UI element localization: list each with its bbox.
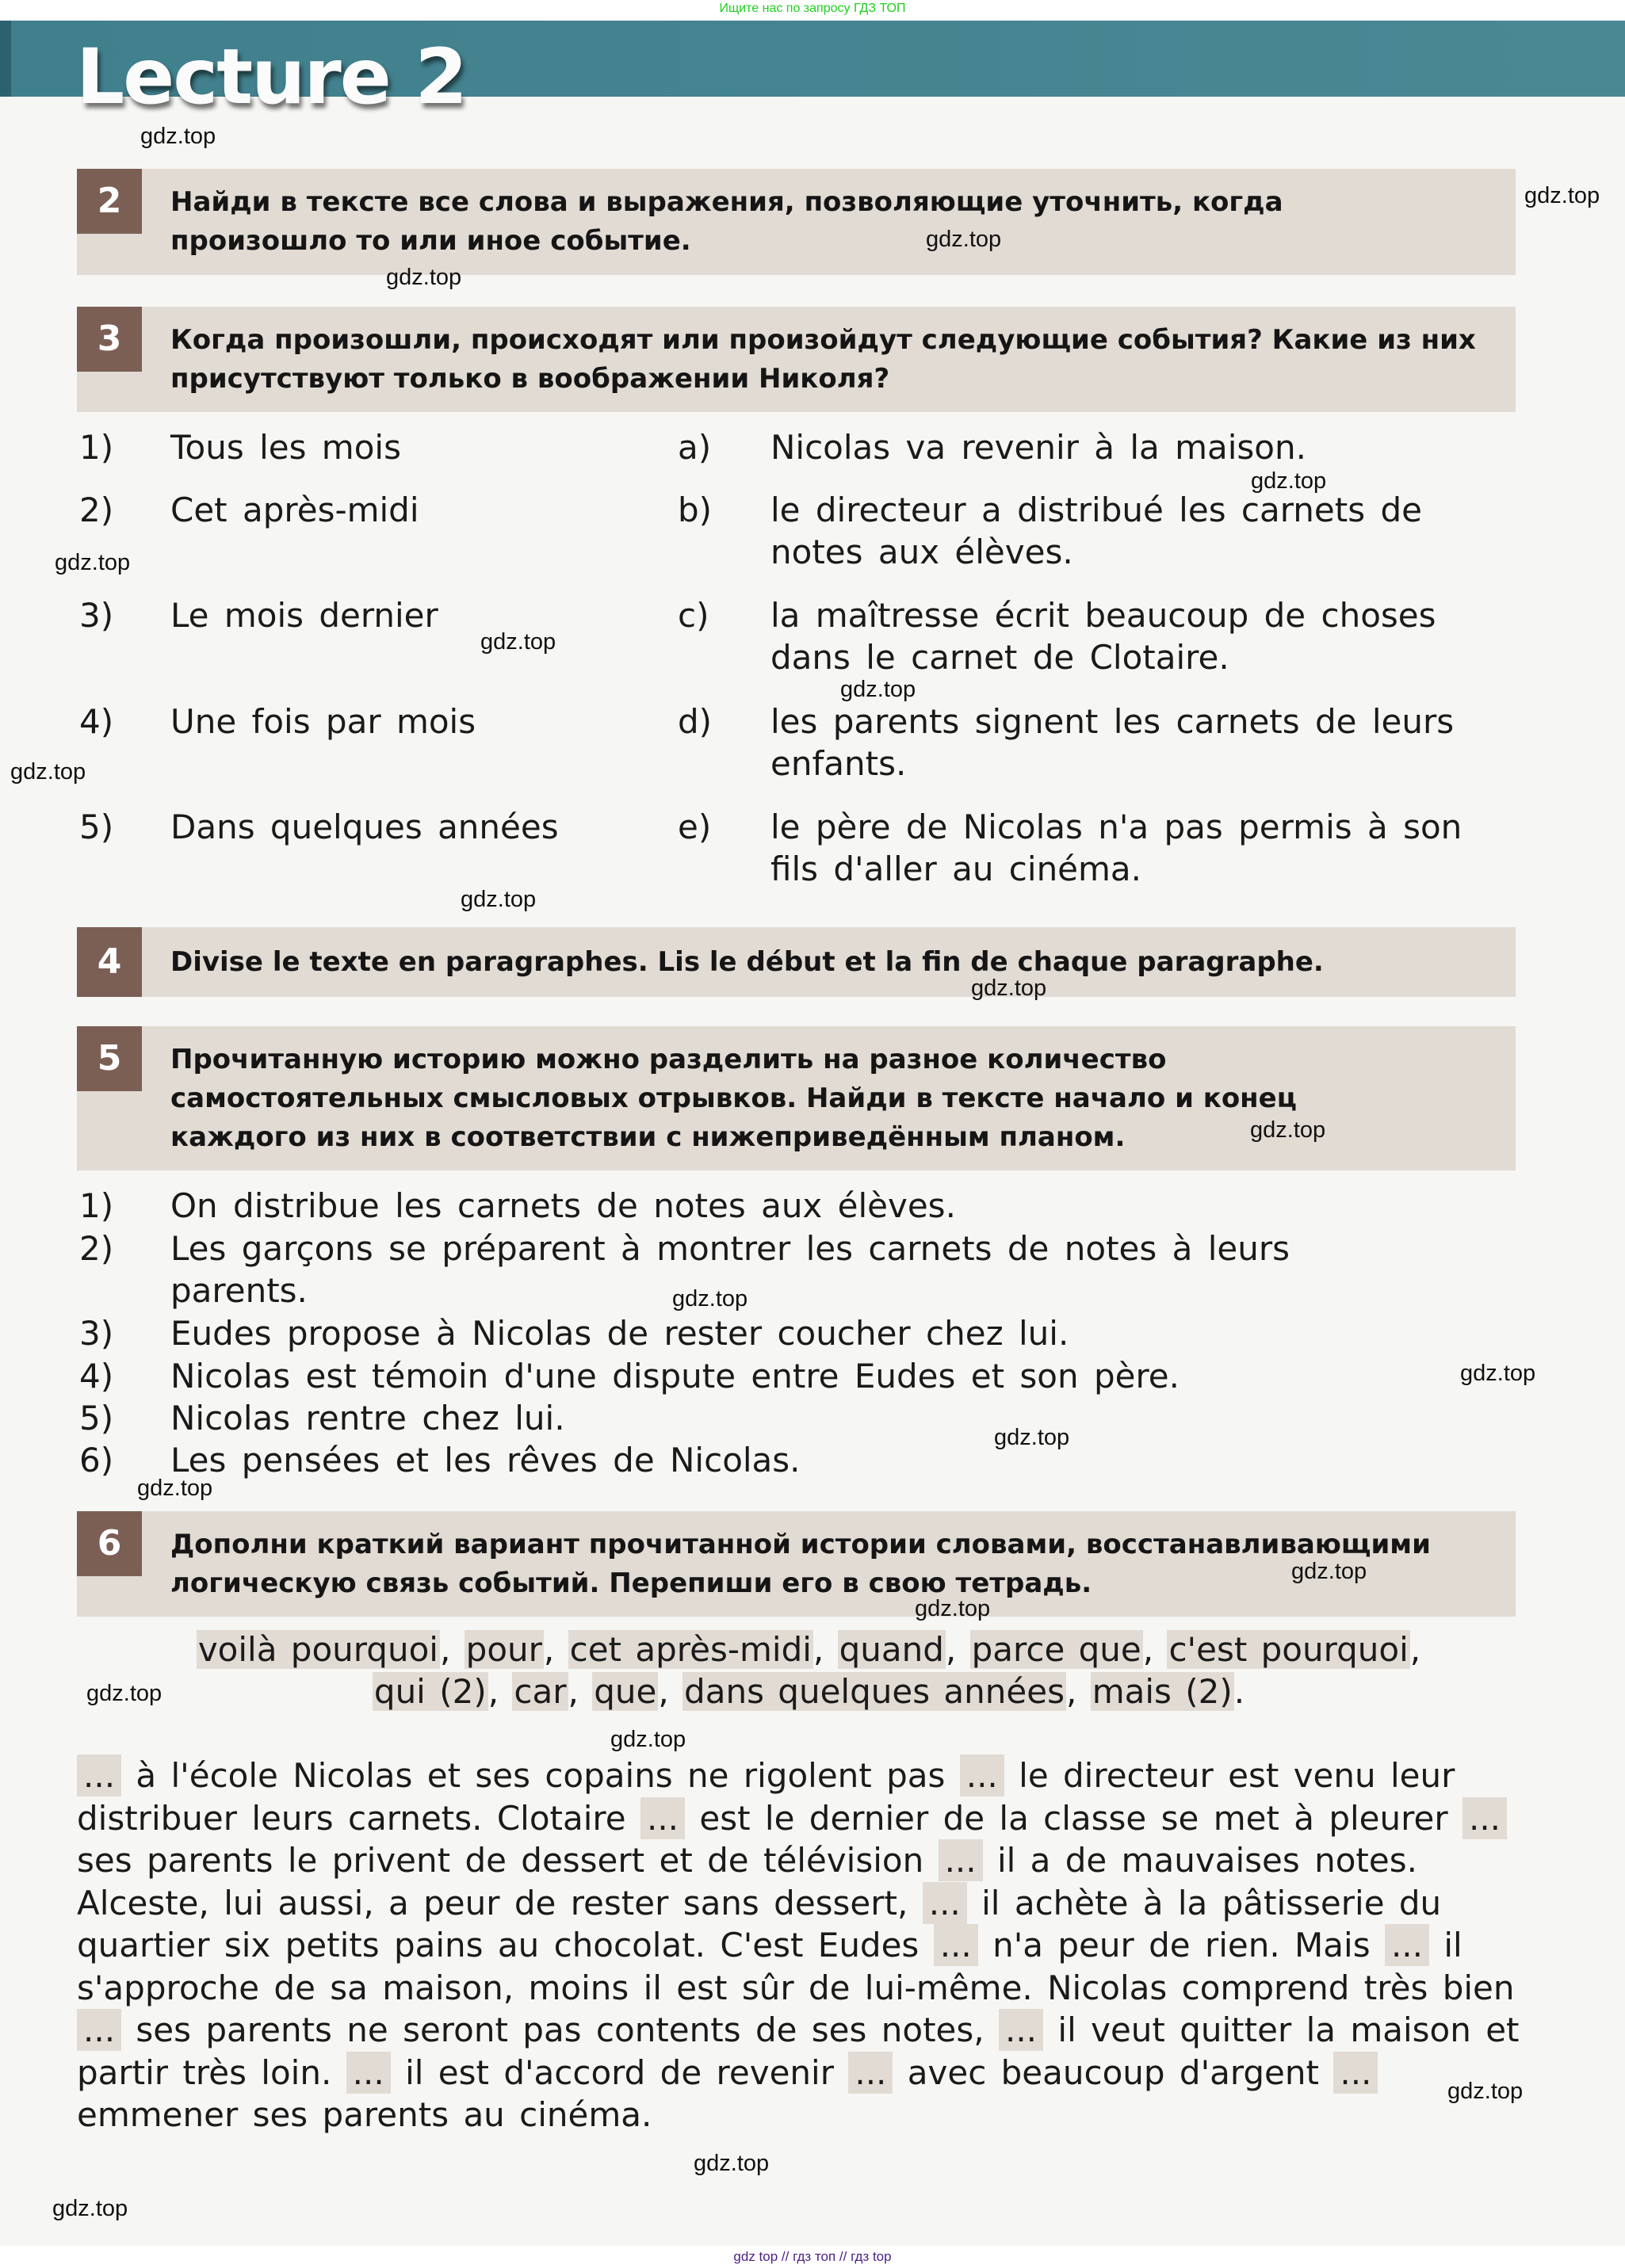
watermark: gdz.top bbox=[610, 1727, 686, 1752]
watermark: gdz.top bbox=[672, 1286, 748, 1312]
gap-blank[interactable]: ... bbox=[77, 2009, 121, 2051]
word-chip: quand bbox=[839, 1630, 944, 1669]
item-text: Les garçons se préparent à montrer les carnets de notes à leurs parents. bbox=[170, 1229, 1290, 1310]
word-bank: voilà pourquoi, pour, cet après-midi, quand, parce que, c'est pourquoi, qui (2), car, que, dans quelques années, mais (2). bbox=[197, 1630, 1421, 1711]
lecture-header bbox=[0, 21, 1625, 121]
item-letter: c) bbox=[678, 596, 709, 635]
gap-blank[interactable]: ... bbox=[934, 1924, 978, 1966]
top-note[interactable]: Ищите нас по запросу ГДЗ ТОП bbox=[0, 0, 1625, 21]
watermark: gdz.top bbox=[86, 1681, 162, 1706]
item-number: 3) bbox=[79, 1314, 114, 1353]
item-number: 2) bbox=[79, 491, 114, 529]
watermark: gdz.top bbox=[480, 629, 556, 655]
watermark: gdz.top bbox=[694, 2151, 770, 2176]
cloze-segment: n'a peur de rien. Mais bbox=[992, 1926, 1371, 1964]
exercise-number-badge: 2 bbox=[77, 169, 142, 234]
word-chip: qui (2) bbox=[373, 1672, 487, 1711]
item-number: 4) bbox=[79, 1357, 114, 1396]
item-letter: a) bbox=[678, 428, 712, 467]
item-text: Cet après-midi bbox=[170, 491, 419, 529]
gap-blank[interactable]: ... bbox=[1385, 1924, 1429, 1966]
gap-blank[interactable]: ... bbox=[960, 1754, 1004, 1796]
exercise-4-instruction: Divise le texte en paragraphes. Lis le début et la fin de chaque paragraphe. bbox=[170, 946, 1324, 978]
exercise-6-instruction: Дополни краткий вариант прочитанной истории словами, восстанавливающими логическую связь событий. Перепиши его в свою тетрадь. bbox=[170, 1529, 1431, 1599]
watermark: gdz.top bbox=[1460, 1361, 1536, 1386]
cloze-segment: il achète à la pâtisserie du quartier six petits pains au chocolat. C'est Eudes bbox=[77, 1883, 1442, 1964]
watermark: gdz.top bbox=[10, 759, 86, 785]
watermark: gdz.top bbox=[1447, 2079, 1524, 2104]
exercise-4-banner bbox=[77, 927, 1516, 997]
watermark: gdz.top bbox=[55, 550, 131, 575]
item-number: 3) bbox=[79, 596, 114, 635]
watermark: gdz.top bbox=[1524, 183, 1600, 208]
cloze-text bbox=[77, 1754, 1528, 2136]
item-number: 1) bbox=[79, 428, 114, 467]
item-number: 4) bbox=[79, 702, 114, 741]
cloze-segment: ses parents ne seront pas contents de ses notes, bbox=[136, 2010, 985, 2049]
cloze-segment: il s'approche de sa maison, moins il est sûr de lui-même. Nicolas comprend très bien bbox=[77, 1926, 1515, 2007]
gap-blank[interactable]: ... bbox=[346, 2052, 391, 2094]
item-text: Le mois dernier bbox=[170, 596, 438, 635]
watermark: gdz.top bbox=[140, 124, 216, 149]
item-text: les parents signent les carnets de leurs enfants. bbox=[770, 702, 1455, 783]
watermark: gdz.top bbox=[1291, 1559, 1367, 1584]
exercise-5-banner bbox=[77, 1026, 1516, 1170]
page-title: Lecture 2 bbox=[76, 32, 467, 121]
gap-blank[interactable]: ... bbox=[1462, 1797, 1507, 1839]
gap-blank[interactable]: ... bbox=[848, 2052, 893, 2094]
cloze-segment: est le dernier de la classe se met à pleurer bbox=[699, 1798, 1448, 1838]
exercise-3-instruction: Когда произошли, происходят или произойдут следующие события? Какие из них присутствуют только в воображении Николя? bbox=[170, 324, 1476, 395]
cloze-segment: avec beaucoup d'argent bbox=[907, 2052, 1319, 2092]
cloze-segment: à l'école Nicolas et ses copains ne rigolent pas bbox=[136, 1756, 946, 1795]
exercise-number-badge: 5 bbox=[77, 1026, 142, 1091]
item-text: Nicolas va revenir à la maison. bbox=[770, 428, 1306, 467]
item-number: 6) bbox=[79, 1441, 114, 1480]
cloze-segment: il a de mauvaises notes. Alceste, lui aussi, a peur de rester sans dessert, bbox=[77, 1841, 1417, 1922]
item-text: Les pensées et les rêves de Nicolas. bbox=[170, 1441, 801, 1480]
watermark: gdz.top bbox=[926, 227, 1002, 252]
gap-blank[interactable]: ... bbox=[923, 1882, 967, 1924]
word-chip: que bbox=[594, 1672, 657, 1711]
gap-blank[interactable]: ... bbox=[999, 2009, 1043, 2051]
item-text: On distribue les carnets de notes aux élèves. bbox=[170, 1186, 956, 1225]
gap-blank[interactable]: ... bbox=[939, 1839, 983, 1881]
watermark: gdz.top bbox=[971, 976, 1047, 1001]
exercise-2-banner bbox=[77, 169, 1516, 275]
item-number: 1) bbox=[79, 1186, 114, 1225]
cloze-segment: ses parents le privent de dessert et de télévision bbox=[77, 1841, 924, 1880]
watermark: gdz.top bbox=[52, 2196, 128, 2221]
word-chip: dans quelques années bbox=[684, 1672, 1065, 1711]
item-text: le directeur a distribué les carnets de notes aux élèves. bbox=[770, 491, 1422, 571]
watermark: gdz.top bbox=[386, 265, 462, 290]
watermark: gdz.top bbox=[840, 677, 916, 702]
exercise-number-badge: 4 bbox=[77, 927, 142, 997]
cloze-segment: le directeur est venu leur distribuer leurs carnets. Clotaire bbox=[77, 1756, 1455, 1838]
watermark: gdz.top bbox=[994, 1425, 1070, 1450]
watermark: gdz.top bbox=[461, 887, 537, 912]
item-text: Dans quelques années bbox=[170, 808, 559, 846]
word-chip: voilà pourquoi bbox=[197, 1630, 438, 1669]
item-number: 5) bbox=[79, 1399, 114, 1438]
cloze-segment: il est d'accord de revenir bbox=[405, 2052, 834, 2092]
item-text: la maîtresse écrit beaucoup de choses dans le carnet de Clotaire. bbox=[770, 596, 1436, 677]
item-number: 2) bbox=[79, 1229, 114, 1268]
exercise-2-instruction: Найди в тексте все слова и выражения, позволяющие уточнить, когда произошло то или иное событие. bbox=[170, 186, 1283, 257]
item-text: Tous les mois bbox=[170, 428, 401, 467]
cloze-segment: il veut quitter la maison et partir très loin. bbox=[77, 2010, 1520, 2092]
gap-blank[interactable]: ... bbox=[640, 1797, 685, 1839]
gap-blank[interactable]: ... bbox=[77, 1754, 121, 1796]
item-text: le père de Nicolas n'a pas permis à son fils d'aller au cinéma. bbox=[770, 808, 1462, 888]
item-text: Une fois par mois bbox=[170, 702, 476, 741]
cloze-segment: emmener ses parents au cinéma. bbox=[77, 2095, 652, 2134]
word-chip: mais (2) bbox=[1092, 1672, 1233, 1711]
watermark: gdz.top bbox=[137, 1476, 213, 1501]
watermark: gdz.top bbox=[1251, 468, 1327, 494]
footer-links[interactable]: gdz top // гдз топ // гдз top bbox=[0, 2246, 1625, 2268]
watermark: gdz.top bbox=[1250, 1117, 1326, 1143]
word-chip: parce que bbox=[971, 1630, 1141, 1669]
word-chip: car bbox=[514, 1672, 567, 1711]
word-chip: cet après-midi bbox=[569, 1630, 812, 1669]
exercise-5-instruction: Прочитанную историю можно разделить на разное количество самостоятельных смысловых отрывков. Найди в тексте начало и конец каждого из них в соответствии с нижеприведённым планом. bbox=[170, 1044, 1297, 1153]
item-letter: e) bbox=[678, 808, 712, 846]
item-number: 5) bbox=[79, 808, 114, 846]
gap-blank[interactable]: ... bbox=[1333, 2052, 1378, 2094]
item-text: Nicolas est témoin d'une dispute entre Eudes et son père. bbox=[170, 1357, 1180, 1396]
word-chip: pour bbox=[465, 1630, 542, 1669]
exercise-3-banner bbox=[77, 307, 1516, 412]
item-text: Nicolas rentre chez lui. bbox=[170, 1399, 565, 1438]
exercise-number-badge: 3 bbox=[77, 307, 142, 372]
item-letter: b) bbox=[678, 491, 713, 529]
exercise-number-badge: 6 bbox=[77, 1511, 142, 1576]
item-letter: d) bbox=[678, 702, 713, 741]
watermark: gdz.top bbox=[915, 1596, 991, 1621]
word-chip: c'est pourquoi bbox=[1168, 1630, 1409, 1669]
item-text: Eudes propose à Nicolas de rester coucher chez lui. bbox=[170, 1314, 1069, 1353]
